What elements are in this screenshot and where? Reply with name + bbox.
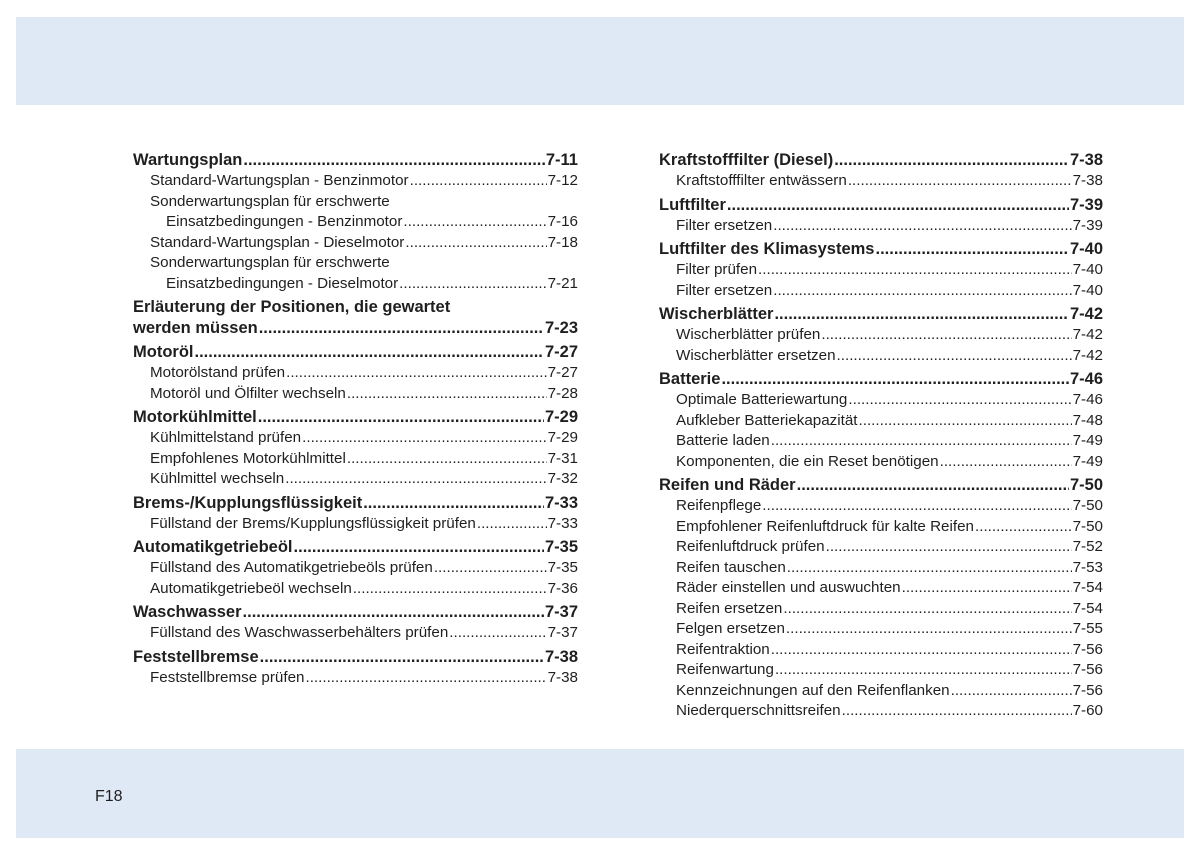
toc-entry-title: Automatikgetriebeöl wechseln xyxy=(150,579,352,597)
toc-section-entry xyxy=(133,623,578,644)
toc-dot-leader xyxy=(434,558,547,579)
toc-section-entry xyxy=(659,599,1103,620)
toc-dot-leader xyxy=(834,150,1069,171)
toc-dot-leader xyxy=(353,579,547,600)
toc-page-number: 7-42 xyxy=(1072,346,1103,364)
toc-dot-leader xyxy=(347,384,547,405)
toc-dot-leader xyxy=(837,346,1072,367)
toc-dot-leader xyxy=(826,537,1072,558)
toc-dot-leader xyxy=(773,216,1071,237)
toc-section-title-line: Sonderwartungsplan für erschwerte xyxy=(150,192,390,210)
toc-dot-leader xyxy=(449,623,546,644)
toc-section-title-line: Sonderwartungsplan für erschwerte xyxy=(150,254,390,271)
toc-entry-title: Füllstand des Waschwasserbehälters prüfen xyxy=(150,624,449,641)
toc-section-entry xyxy=(133,274,578,295)
toc-dot-leader xyxy=(902,578,1072,599)
toc-section-entry xyxy=(133,233,578,254)
toc-section-entry xyxy=(659,346,1103,367)
header-band xyxy=(16,17,1184,105)
toc-page-number: 7-56 xyxy=(1072,640,1103,658)
toc-entry-title: Reifenluftdruck prüfen xyxy=(676,538,825,555)
toc-page-number: 7-50 xyxy=(1072,497,1103,514)
toc-entry-title: Reifenwartung xyxy=(676,661,774,678)
toc-entry-title: Waschwasser xyxy=(133,603,242,621)
toc-page-number: 7-56 xyxy=(1072,661,1103,678)
page-number: F18 xyxy=(95,788,123,805)
toc-section-entry xyxy=(133,514,578,535)
toc-entry-title: Wartungsplan xyxy=(133,151,243,169)
toc-entry-title: Brems-/Kupplungsflüssigkeit xyxy=(133,493,363,512)
toc-section-entry xyxy=(659,558,1103,579)
toc-section-entry xyxy=(133,579,578,600)
toc-entry-title: Standard-Wartungsplan - Dieselmotor xyxy=(150,233,405,251)
toc-section-entry xyxy=(659,681,1103,702)
toc-entry-title: Feststellbremse xyxy=(133,647,259,666)
toc-section-entry xyxy=(659,640,1103,661)
toc-page-number: 7-40 xyxy=(1072,281,1103,299)
toc-entry-title: Füllstand der Brems/Kupplungsflüssigkeit prüfen xyxy=(150,514,476,532)
toc-entry-title: Felgen ersetzen xyxy=(676,620,785,637)
toc-dot-leader xyxy=(286,363,547,384)
toc-page-number: 7-54 xyxy=(1072,579,1103,596)
toc-chapter-entry xyxy=(659,239,1103,260)
toc-dot-leader xyxy=(347,449,547,470)
toc-section-entry xyxy=(133,363,578,384)
toc-chapter-entry xyxy=(659,304,1103,325)
toc-page-number: 7-12 xyxy=(547,172,578,189)
toc-chapter-entry xyxy=(133,537,578,558)
toc-section-entry xyxy=(659,431,1103,452)
toc-dot-leader xyxy=(405,233,546,254)
toc-chapter-entry xyxy=(133,407,578,428)
toc-dot-leader xyxy=(399,274,546,295)
toc-section-entry xyxy=(659,390,1103,411)
toc-entry-title: Batterie xyxy=(659,370,721,388)
toc-page-number: 7-46 xyxy=(1069,370,1103,388)
toc-entry-title: Empfohlenes Motorkühlmittel xyxy=(150,449,346,467)
toc-section-entry xyxy=(133,668,578,689)
toc-dot-leader xyxy=(771,431,1072,452)
toc-chapter-entry xyxy=(659,195,1103,216)
toc-dot-leader xyxy=(842,701,1072,722)
toc-page-number: 7-40 xyxy=(1069,240,1103,258)
toc-page-number: 7-50 xyxy=(1072,517,1103,535)
toc-dot-leader xyxy=(285,469,546,490)
toc-page-number: 7-46 xyxy=(1072,391,1103,408)
toc-entry-title: Aufkleber Batteriekapazität xyxy=(676,411,858,429)
toc-dot-leader xyxy=(721,369,1069,390)
toc-dot-leader xyxy=(294,537,544,558)
toc-page-number: 7-48 xyxy=(1072,411,1103,429)
toc-dot-leader xyxy=(848,390,1071,411)
toc-dot-leader xyxy=(783,599,1071,620)
toc-section-entry xyxy=(659,452,1103,473)
toc-page-number: 7-32 xyxy=(547,470,578,487)
toc-dot-leader xyxy=(859,411,1072,432)
toc-section-entry xyxy=(659,619,1103,640)
toc-page-number: 7-37 xyxy=(544,603,578,621)
toc-entry-title: Motorkühlmittel xyxy=(133,408,257,426)
toc-dot-leader xyxy=(302,428,546,449)
toc-chapter-entry xyxy=(659,475,1103,496)
toc-dot-leader xyxy=(762,496,1071,517)
toc-page-number: 7-42 xyxy=(1069,305,1103,323)
toc-page-number: 7-27 xyxy=(547,364,578,381)
toc-chapter-entry xyxy=(133,647,578,668)
toc-dot-leader xyxy=(403,212,546,233)
toc-section-entry xyxy=(133,212,578,233)
toc-entry-title: Räder einstellen und auswuchten xyxy=(676,579,901,596)
toc-page-number: 7-38 xyxy=(547,668,578,686)
toc-page-number: 7-54 xyxy=(1072,599,1103,617)
toc-dot-leader xyxy=(243,150,544,171)
toc-page-number: 7-53 xyxy=(1072,558,1103,576)
toc-entry-title: Filter ersetzen xyxy=(676,281,773,299)
toc-dot-leader xyxy=(259,318,544,339)
toc-entry-title: Wischerblätter prüfen xyxy=(676,326,821,343)
toc-page-number: 7-60 xyxy=(1072,702,1103,719)
toc-dot-leader xyxy=(243,602,544,623)
toc-entry-title: Kennzeichnungen auf den Reifenflanken xyxy=(676,681,950,699)
toc-entry-title: Luftfilter xyxy=(659,195,726,214)
toc-dot-leader xyxy=(775,660,1072,681)
toc-dot-leader xyxy=(786,619,1072,640)
toc-entry-title: Motorölstand prüfen xyxy=(150,364,286,381)
toc-section-entry xyxy=(659,260,1103,281)
toc-section-entry xyxy=(133,384,578,405)
toc-entry-title: Reifenpflege xyxy=(676,497,762,514)
toc-section-entry xyxy=(133,469,578,490)
toc-section-entry xyxy=(133,171,578,192)
toc-chapter-entry xyxy=(659,150,1103,171)
toc-page-number: 7-56 xyxy=(1072,681,1103,699)
toc-page-number: 7-23 xyxy=(544,319,578,337)
toc-page-number: 7-38 xyxy=(1072,172,1103,189)
toc-chapter-entry xyxy=(133,150,578,171)
toc-entry-title: Wischerblätter xyxy=(659,305,774,323)
toc-page-number: 7-29 xyxy=(547,429,578,446)
toc-page-number: 7-40 xyxy=(1072,261,1103,278)
toc-section-entry xyxy=(133,428,578,449)
toc-dot-leader xyxy=(940,452,1072,473)
footer-band xyxy=(16,749,1184,838)
toc-page-number: 7-11 xyxy=(545,151,578,169)
toc-page-number: 7-38 xyxy=(1069,151,1103,169)
toc-entry-title: Reifentraktion xyxy=(676,640,770,658)
toc-entry-title: Kraftstofffilter entwässern xyxy=(676,172,847,189)
toc-section-entry xyxy=(659,496,1103,517)
toc-chapter-entry xyxy=(133,493,578,514)
toc-page-number: 7-36 xyxy=(547,579,578,597)
toc-page-number: 7-18 xyxy=(547,233,578,251)
toc-chapter-entry xyxy=(133,602,578,623)
toc-entry-title: werden müssen xyxy=(133,319,258,337)
toc-entry-title: Motoröl xyxy=(133,343,194,361)
toc-page-number: 7-37 xyxy=(547,624,578,641)
toc-section-entry xyxy=(133,558,578,579)
toc-dot-leader xyxy=(758,260,1072,281)
toc-page-number: 7-49 xyxy=(1072,432,1103,449)
toc-dot-leader xyxy=(875,239,1068,260)
toc-page-number: 7-42 xyxy=(1072,326,1103,343)
toc-right-column xyxy=(659,150,1103,722)
toc-section-entry xyxy=(659,325,1103,346)
toc-entry-title: Einsatzbedingungen - Dieselmotor xyxy=(166,274,399,292)
toc-page-number: 7-35 xyxy=(544,538,578,556)
toc-entry-title: Füllstand des Automatikgetriebeöls prüfen xyxy=(150,559,433,576)
toc-page-number: 7-50 xyxy=(1069,476,1103,494)
toc-entry-title: Reifen ersetzen xyxy=(676,599,783,617)
toc-section-entry xyxy=(133,449,578,470)
toc-dot-leader xyxy=(848,171,1072,192)
toc-chapter-entry xyxy=(133,318,578,339)
toc-page-number: 7-16 xyxy=(547,213,578,230)
toc-entry-title: Reifen tauschen xyxy=(676,558,786,576)
toc-entry-title: Reifen und Räder xyxy=(659,476,796,494)
toc-entry-title: Optimale Batteriewartung xyxy=(676,391,848,408)
toc-dot-leader xyxy=(975,517,1072,538)
toc-section-entry xyxy=(659,517,1103,538)
toc-entry-title: Kraftstofffilter (Diesel) xyxy=(659,151,834,169)
toc-entry-title: Filter prüfen xyxy=(676,261,758,278)
toc-entry-title: Wischerblätter ersetzen xyxy=(676,346,836,364)
toc-page-number: 7-39 xyxy=(1069,195,1103,214)
toc-entry-title: Automatikgetriebeöl xyxy=(133,538,293,556)
toc-section-entry xyxy=(659,578,1103,599)
toc-entry-title: Batterie laden xyxy=(676,432,770,449)
toc-dot-leader xyxy=(771,640,1072,661)
toc-dot-leader xyxy=(951,681,1072,702)
toc-page-number: 7-52 xyxy=(1072,538,1103,555)
toc-chapter-entry xyxy=(133,342,578,363)
toc-dot-leader xyxy=(477,514,547,535)
toc-entry-title: Filter ersetzen xyxy=(676,216,773,234)
toc-chapter-entry xyxy=(659,369,1103,390)
toc-dot-leader xyxy=(727,195,1069,216)
toc-page-number: 7-49 xyxy=(1072,452,1103,470)
toc-left-column xyxy=(133,150,578,688)
toc-section-entry xyxy=(659,660,1103,681)
toc-dot-leader xyxy=(773,281,1071,302)
toc-page-number: 7-29 xyxy=(544,408,578,426)
toc-entry-title: Feststellbremse prüfen xyxy=(150,668,305,686)
toc-section-entry xyxy=(659,171,1103,192)
toc-dot-leader xyxy=(797,475,1069,496)
toc-dot-leader xyxy=(305,668,546,689)
toc-entry-title: Motoröl und Ölfilter wechseln xyxy=(150,384,346,402)
toc-dot-leader xyxy=(363,493,544,514)
toc-dot-leader xyxy=(194,342,543,363)
toc-dot-leader xyxy=(260,647,544,668)
toc-dot-leader xyxy=(787,558,1072,579)
toc-section-entry xyxy=(659,701,1103,722)
toc-entry-title: Standard-Wartungsplan - Benzinmotor xyxy=(150,172,409,189)
toc-section-entry xyxy=(659,216,1103,237)
toc-dot-leader xyxy=(774,304,1069,325)
toc-section-entry xyxy=(659,281,1103,302)
toc-page-number: 7-55 xyxy=(1072,620,1103,637)
toc-chapter-title-line: Erläuterung der Positionen, die gewartet xyxy=(133,298,451,316)
toc-entry-title: Komponenten, die ein Reset benötigen xyxy=(676,452,939,470)
toc-dot-leader xyxy=(258,407,544,428)
toc-section-entry xyxy=(659,537,1103,558)
toc-entry-title: Empfohlener Reifenluftdruck für kalte Reifen xyxy=(676,517,974,535)
toc-page-number: 7-39 xyxy=(1072,216,1103,234)
toc-page-number: 7-33 xyxy=(547,514,578,532)
toc-entry-title: Kühlmittelstand prüfen xyxy=(150,429,302,446)
toc-dot-leader xyxy=(821,325,1071,346)
toc-entry-title: Kühlmittel wechseln xyxy=(150,470,285,487)
toc-dot-leader xyxy=(410,171,547,192)
toc-page-number: 7-21 xyxy=(547,274,578,292)
toc-page-number: 7-27 xyxy=(544,343,578,361)
toc-entry-title: Niederquerschnittsreifen xyxy=(676,702,841,719)
toc-page-number: 7-33 xyxy=(544,493,578,512)
toc-page-number: 7-38 xyxy=(544,647,578,666)
toc-entry-title: Luftfilter des Klimasystems xyxy=(659,240,875,258)
toc-section-entry xyxy=(659,411,1103,432)
toc-page-number: 7-31 xyxy=(547,449,578,467)
toc-page-number: 7-28 xyxy=(547,384,578,402)
toc-entry-title: Einsatzbedingungen - Benzinmotor xyxy=(166,213,403,230)
toc-page-number: 7-35 xyxy=(547,559,578,576)
